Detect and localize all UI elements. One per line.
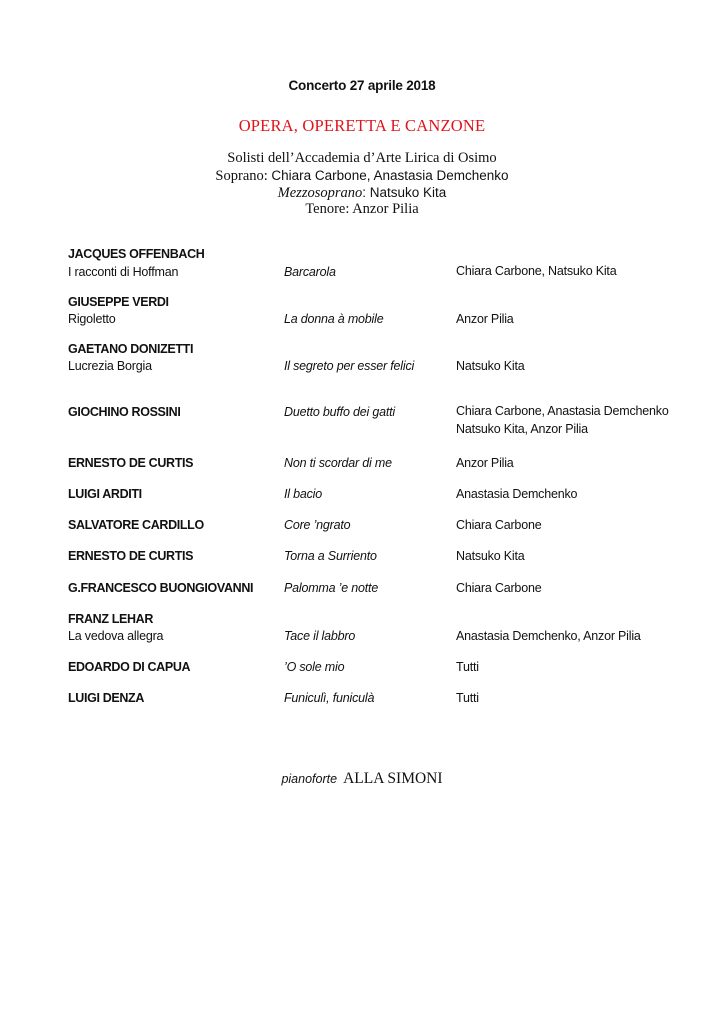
performers: Anastasia Demchenko (456, 487, 578, 501)
performers: Chiara Carbone (456, 518, 542, 532)
piece-title: Il segreto per esser felici (284, 359, 415, 373)
pianist-name: ALLA SIMONI (343, 770, 443, 787)
piece-title: Core ’ngrato (284, 518, 351, 532)
composer-name: GIUSEPPE VERDI (68, 295, 169, 309)
composer-name: GAETANO DONIZETTI (68, 342, 194, 356)
composer-name: GIOCHINO ROSSINI (68, 405, 181, 419)
composer-name: G.FRANCESCO BUONGIOVANNI (68, 581, 254, 595)
composer-name: SALVATORE CARDILLO (68, 518, 204, 532)
soloists-line: Solisti dell’Accademia d’Arte Lirica di Osimo (227, 150, 497, 166)
composer-name: FRANZ LEHAR (68, 612, 154, 626)
piece-title: Tace il labbro (284, 629, 356, 643)
soprano-name-first: Chiara Carbone (271, 168, 367, 183)
instrument-label: pianoforte (281, 772, 338, 786)
concert-date: Concerto 27 aprile 2018 (288, 78, 436, 93)
mezzo-label: Mezzosoprano (277, 185, 363, 201)
opera-title: Lucrezia Borgia (68, 359, 152, 373)
performers: Anastasia Demchenko, Anzor Pilia (456, 629, 641, 643)
concert-title: OPERA, OPERETTA E CANZONE (238, 116, 486, 135)
soprano-label: Soprano: (215, 168, 272, 184)
opera-title: La vedova allegra (68, 629, 164, 643)
mezzo-name: : Natsuko Kita (362, 185, 447, 200)
soprano-name-rest: , Anastasia Demchenko (366, 168, 509, 183)
performers: Anzor Pilia (456, 456, 514, 470)
piece-title: Non ti scordar di me (284, 456, 392, 470)
composer-name: ERNESTO DE CURTIS (68, 456, 194, 470)
performers: Chiara Carbone (456, 581, 542, 595)
opera-title: Rigoletto (68, 312, 116, 326)
piece-title: La donna à mobile (284, 312, 384, 326)
performers: Natsuko Kita (456, 549, 525, 563)
composer-name: ERNESTO DE CURTIS (68, 549, 194, 563)
piece-title: Il bacio (284, 487, 323, 501)
piece-title: Funiculì, funiculà (284, 691, 375, 705)
performers: Natsuko Kita (456, 359, 525, 373)
performers: Tutti (456, 660, 479, 674)
composer-name: LUIGI DENZA (68, 691, 145, 705)
composer-name: EDOARDO DI CAPUA (68, 660, 191, 674)
piece-title: ’O sole mio (284, 660, 345, 674)
performers: Tutti (456, 691, 479, 705)
piece-title: Palomma ’e notte (284, 581, 379, 595)
piece-title: Duetto buffo dei gatti (284, 405, 395, 419)
accompanist-line (0, 770, 724, 788)
piece-title: Barcarola (284, 265, 336, 279)
tenor-line: Tenore: Anzor Pilia (305, 201, 419, 217)
performers: Chiara Carbone, Natsuko Kita (456, 264, 617, 278)
composer-name: JACQUES OFFENBACH (68, 247, 205, 261)
performers: Anzor Pilia (456, 312, 514, 326)
performers: Chiara Carbone, Anastasia Demchenko (456, 404, 669, 418)
opera-title: I racconti di Hoffman (68, 265, 179, 279)
piece-title: Torna a Surriento (284, 549, 377, 563)
composer-name: LUIGI ARDITI (68, 487, 142, 501)
performers: Natsuko Kita, Anzor Pilia (456, 422, 588, 436)
